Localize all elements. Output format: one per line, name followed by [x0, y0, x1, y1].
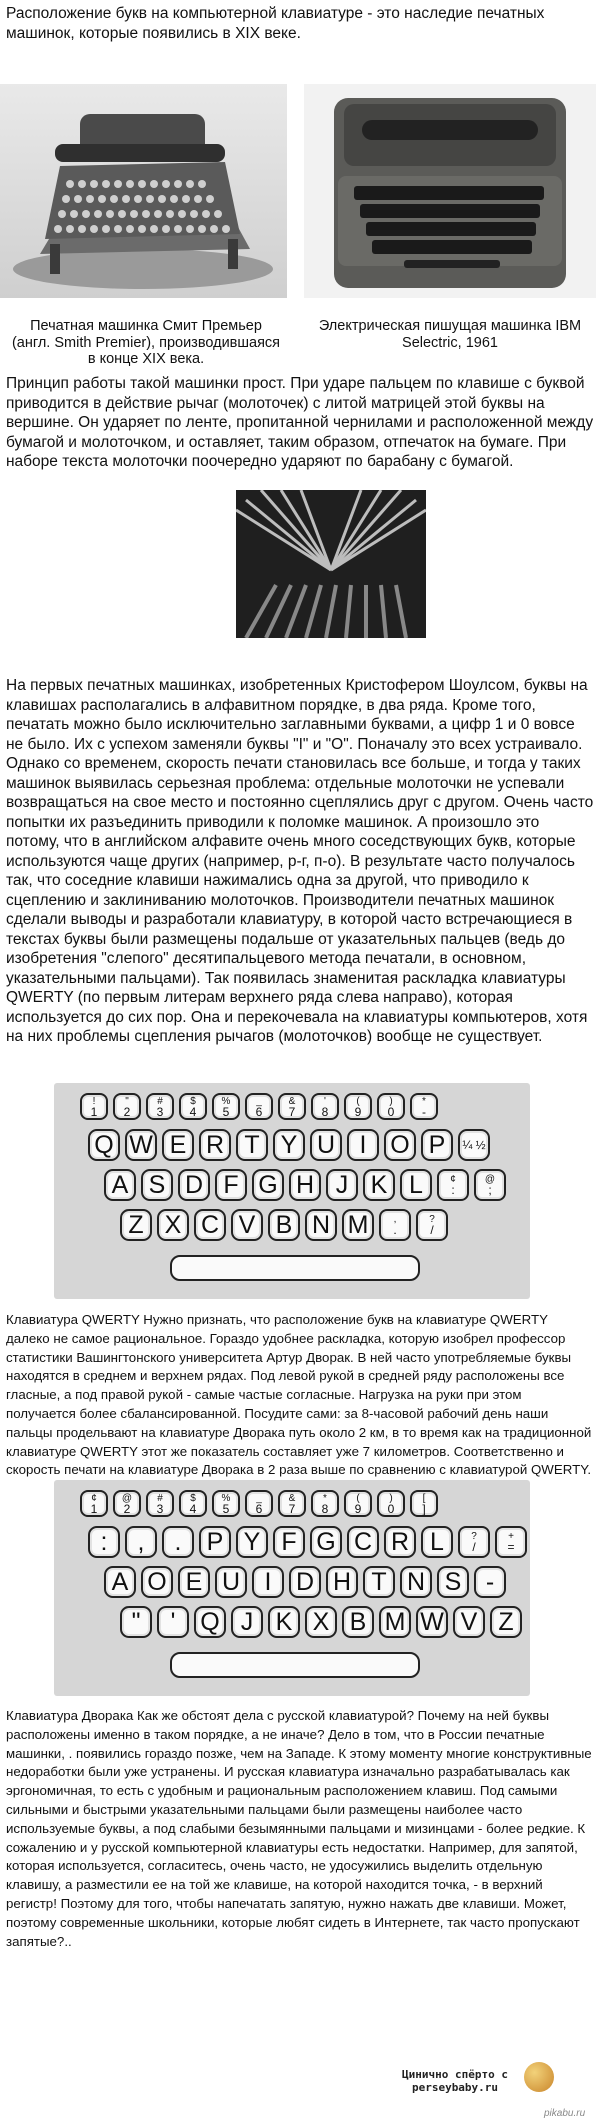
keycap: .	[162, 1526, 194, 1558]
keycap: Y	[273, 1129, 305, 1161]
keycap: N	[305, 1209, 337, 1241]
keycap: E	[162, 1129, 194, 1161]
keycap: R	[384, 1526, 416, 1558]
keycap: -	[474, 1566, 506, 1598]
keycap: Q	[194, 1606, 226, 1638]
keycap: A	[104, 1169, 136, 1201]
keycap: ( 9	[344, 1490, 372, 1517]
keycap: X	[157, 1209, 189, 1241]
keycap: ,	[125, 1526, 157, 1558]
keycap: R	[199, 1129, 231, 1161]
keycap: V	[453, 1606, 485, 1638]
keycap: ) 0	[377, 1490, 405, 1517]
keycap: F	[215, 1169, 247, 1201]
keycap: O	[384, 1129, 416, 1161]
keycap: * 8	[311, 1490, 339, 1517]
dvorak-keyboard-image	[54, 1480, 530, 1696]
dvorak-home-row	[104, 1566, 506, 1598]
keycap: I	[252, 1566, 284, 1598]
keycap: K	[363, 1169, 395, 1201]
keycap: @ ;	[474, 1169, 506, 1201]
keycap: Y	[236, 1526, 268, 1558]
keycap: W	[416, 1606, 448, 1638]
qwerty-keyboard-image	[54, 1083, 530, 1299]
keycap: ! 1	[80, 1093, 108, 1120]
keycap: N	[400, 1566, 432, 1598]
keycap: $ 4	[179, 1490, 207, 1517]
keycap: ¢ :	[437, 1169, 469, 1201]
keycap: M	[342, 1209, 374, 1241]
spacebar	[170, 1255, 420, 1281]
caption-smith-premier: Печатная машинка Смит Премьер (англ. Smith Premier), производившаяся в конце XIX века.	[11, 318, 281, 367]
qwerty-number-row	[80, 1093, 438, 1120]
keycap: H	[289, 1169, 321, 1201]
keycap: " 2	[113, 1093, 141, 1120]
peach-icon	[524, 2062, 554, 2092]
keycap: O	[141, 1566, 173, 1598]
keycap: :	[88, 1526, 120, 1558]
keycap: Q	[88, 1129, 120, 1161]
keycap: ' 8	[311, 1093, 339, 1120]
keycap: M	[379, 1606, 411, 1638]
keycap: U	[215, 1566, 247, 1598]
keycap: $ 4	[179, 1093, 207, 1120]
credit-line-2: perseybaby.ru	[411, 2081, 499, 2094]
intro-text: Расположение букв на компьютерной клавиатуре - это наследие печатных машинок, которые появились в XIX веке.	[6, 5, 545, 42]
paragraph-mechanism: Принцип работы такой машинки прост. При ударе пальцем по клавише с буквой приводится в действие рычаг (молоточек) с литой матрицей этой буквы на вершине. Он ударяет по ленте, пропитанной чернилами и расположенной между бумагой и молоточком, и оставляет, таким образом, отпечаток на бумаге. При наборе текста молоточки поочередно ударяют по барабану с бумагой.	[6, 375, 594, 470]
caption-ibm-selectric: Электрическая пишущая машинка IBM Selectric, 1961	[318, 318, 582, 351]
keycap: I	[347, 1129, 379, 1161]
keycap: U	[310, 1129, 342, 1161]
keycap: # 3	[146, 1490, 174, 1517]
keycap: ) 0	[377, 1093, 405, 1120]
keycap: L	[400, 1169, 432, 1201]
keycap: % 5	[212, 1490, 240, 1517]
keycap: V	[231, 1209, 263, 1241]
keycap: D	[289, 1566, 321, 1598]
keycap: _ 6	[245, 1490, 273, 1517]
dvorak-number-row	[80, 1490, 438, 1517]
keycap: T	[236, 1129, 268, 1161]
keycap: '	[157, 1606, 189, 1638]
spacebar	[170, 1652, 420, 1678]
credit-text	[380, 2068, 530, 2094]
ibm-selectric-photo	[304, 84, 596, 298]
keycap: B	[268, 1209, 300, 1241]
keycap: * -	[410, 1093, 438, 1120]
keycap: T	[363, 1566, 395, 1598]
dvorak-bottom-row	[120, 1606, 522, 1638]
typebars-photo	[236, 490, 426, 638]
smith-premier-photo	[0, 84, 287, 298]
qwerty-home-row	[104, 1169, 506, 1201]
keycap: X	[305, 1606, 337, 1638]
keycap: A	[104, 1566, 136, 1598]
paragraph-russian-keyboard: Клавиатура Дворака Как же обстоят дела с русской клавиатурой? Почему на ней буквы расположены именно в таком порядке, а не иначе? Дело в том, что в России печатные машинки, . появились гораздо позже, чем на Западе. К этому моменту многие конструктивные недоработки были уже устранены. И русская клавиатура изначально разрабатывалась как эргономичная, то есть с удобным и рациональным расположением клавиш. Под самыми сильными и быстрыми указательными пальцами были размещены наиболее часто используемые буквы, а под слабыми безымянными пальцами и мизинцами - более редкие. К сожалению и у русской компьютерной клавиатуры есть недостатки. Например, для запятой, которая используется, согласитесь, очень часто, не удосужились выделить отдельную клавишу, а разместили ее на той же клавише, на которой находится точка, - в верхний регистр! Поэтому для того, чтобы напечатать запятую, нужно нажать две клавиши. Может, поэтому современные школьники, которые любят сидеть в Интернете, так часто пропускают запятые?..	[6, 1708, 592, 1949]
keycap: G	[310, 1526, 342, 1558]
keycap: @ 2	[113, 1490, 141, 1517]
keycap: ? /	[416, 1209, 448, 1241]
keycap: J	[326, 1169, 358, 1201]
keycap: ? /	[458, 1526, 490, 1558]
keycap: P	[421, 1129, 453, 1161]
keycap: "	[120, 1606, 152, 1638]
keycap: F	[273, 1526, 305, 1558]
keycap: % 5	[212, 1093, 240, 1120]
keycap: , .	[379, 1209, 411, 1241]
keycap: Z	[120, 1209, 152, 1241]
keycap: ¢ 1	[80, 1490, 108, 1517]
pikabu-watermark: pikabu.ru	[544, 2108, 586, 2119]
keycap: & 7	[278, 1093, 306, 1120]
keycap: C	[347, 1526, 379, 1558]
paragraph-history: На первых печатных машинках, изобретенных Кристофером Шоулсом, буквы на клавишах располагались в алфавитном порядке, в два ряда. Кроме того, печатать можно было исключительно заглавными буквами, а цифр 1 и 0 вовсе не было. Их с успехом заменяли буквы "I" и "O". Поначалу это всех устраивало. Однако со временем, скорость печати становилась все больше, и тогда у таких машинок выявилась серьезная проблема: отдельные молоточки не успевали возвращаться на свое место и постоянно сцеплялись друг с другом. Очень часто попытки их разъединить приводили к поломке машинок. А произошло это потому, что в английском алфавите очень много соседствующих букв, которые используются чаще других (например, р-г, п-о). В результате часто получалось так, что соседние клавиши нажимались одна за другой, что приводило к сцеплению и заклиниванию молоточков. Производители печатных машинок сделали выводы и разработали клавиатуру, в которой часто встречающиеся в текстах буквы были размещены подальше от указательных пальцев (ведь до изобретения "слепого" десятипальцевого метода печатали, в основном, указательными пальцами). Так появилась знаменитая раскладка клавиатуры QWERTY (по первым литерам верхнего ряда слева направо), которая используется до сих пор. Она и перекочевала на клавиатуры компьютеров, хотя на них проблемы сцепления рычагов (молоточков) вообще не существует.	[6, 677, 594, 1045]
keycap: K	[268, 1606, 300, 1638]
keycap: W	[125, 1129, 157, 1161]
keycap: E	[178, 1566, 210, 1598]
keycap: H	[326, 1566, 358, 1598]
qwerty-top-row	[88, 1129, 490, 1161]
keycap: C	[194, 1209, 226, 1241]
keycap: ¼ ½	[458, 1129, 490, 1161]
keycap: _ 6	[245, 1093, 273, 1120]
keycap: D	[178, 1169, 210, 1201]
keycap: + =	[495, 1526, 527, 1558]
dvorak-top-row	[88, 1526, 527, 1558]
keycap: B	[342, 1606, 374, 1638]
keycap: G	[252, 1169, 284, 1201]
qwerty-bottom-row	[120, 1209, 448, 1241]
keycap: Z	[490, 1606, 522, 1638]
keycap: P	[199, 1526, 231, 1558]
keycap: & 7	[278, 1490, 306, 1517]
keycap: [ ]	[410, 1490, 438, 1517]
keycap: S	[141, 1169, 173, 1201]
keycap: J	[231, 1606, 263, 1638]
keycap: ( 9	[344, 1093, 372, 1120]
keycap: L	[421, 1526, 453, 1558]
paragraph-qwerty-dvorak: Клавиатура QWERTY Нужно признать, что расположение букв на клавиатуре QWERTY далеко не самое рациональное. Гораздо удобнее раскладка, которую изобрел профессор статистики Вашингтонского университета Артур Дворак. В ней часто употребляемые буквы находятся в среднем и верхнем рядах. Под левой рукой в средней ряду расположены все гласные, а под правой рукой - самые частые согласные. Нагрузка на руки при этом получается более сбалансированной. Посудите сами: за 8-часовой рабочий день наши пальцы продельвают на клавиатуре Дворака путь около 2 км, в то время как на традиционной клавиатуре QWERTY этот же показатель составляет уже 7 километров. Соответственно и скорость печати на клавиатуре Дворака в 2 раза выше по сравнению с клавиатурой QWERTY.	[6, 1312, 592, 1478]
keycap: # 3	[146, 1093, 174, 1120]
keycap: S	[437, 1566, 469, 1598]
credit-line-1: Цинично спёрто с	[402, 2068, 508, 2081]
